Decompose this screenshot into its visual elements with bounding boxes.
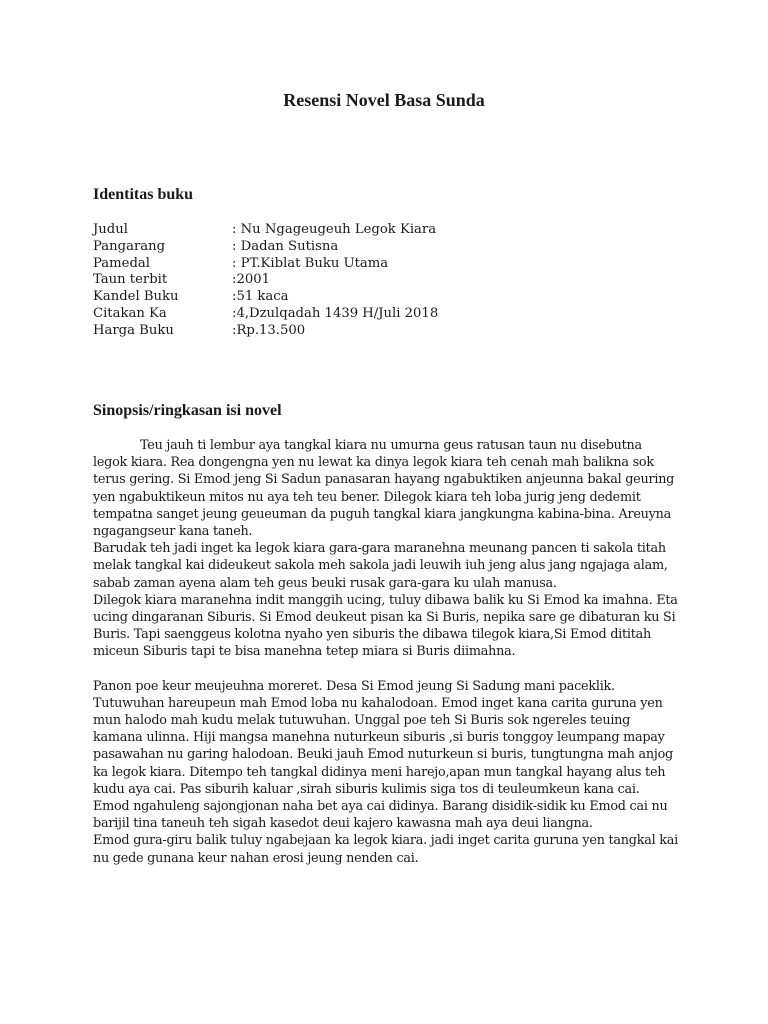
identity-value: : Dadan Sutisna <box>232 238 339 254</box>
synopsis-body <box>93 437 678 867</box>
identity-table <box>93 222 438 340</box>
synopsis-paragraph: Panon poe keur meujeuhna moreret. Desa Si Emod jeung Si Sadung mani paceklik. Tutuwuhan hareupeun mah Emod loba nu kahalodoan. Emod inget kana carita guruna yen mun halodo mah kudu melak tutuwuhan. Unggal poe teh Si Buris sok ngereles teuing kamana ulinna. Hiji mangsa manehna nuturkeun siburis ,si buris tonggoy leumpang mapay pasawahan nu garing halodoan. Beuki jauh Emod nuturkeun si buris, tungtungna mah anjog ka legok kiara. Ditempo teh tangkal didinya meni harejo,apan mun tangkal hayang alus teh kudu aya cai. Pas siburih kaluar ,sirah siburis kulimis siga tos di teuleumkeun kana cai. Emod ngahuleng sajongjonan naha bet aya cai didinya. Barang disidik-sidik ku Emod cai nu barijil tina taneuh teh sigah kasedot deui kajero kawasna mah aya deui liangna. <box>93 678 673 832</box>
identity-heading: Identitas buku <box>93 186 194 203</box>
identity-label: Judul <box>93 222 128 237</box>
identity-row <box>93 222 438 239</box>
identity-value: : PT.Kiblat Buku Utama <box>232 255 389 271</box>
identity-value: :Rp.13.500 <box>232 322 306 338</box>
synopsis-paragraph: Dilegok kiara maranehna indit manggih ucing, tuluy dibawa balik ku Si Emod ka imahna. Eta ucing dingaranan Siburis. Si Emod deukeut pisan ka Si Buris, nepika sare ge dibaturan ku Si Buris. Tapi saenggeus kolotna nyaho yen siburis the dibawa tilegok kiara,Si Emod dititah miceun Siburis tapi te bisa manehna tetep miara si Buris diimahna. <box>93 592 678 660</box>
document-title: Resensi Novel Basa Sunda <box>283 90 485 110</box>
identity-value: :51 kaca <box>232 289 289 305</box>
identity-label: Taun terbit <box>93 272 168 288</box>
identity-row <box>93 272 438 289</box>
synopsis-heading: Sinopsis/ringkasan isi novel <box>93 402 282 419</box>
identity-value: :4,Dzulqadah 1439 H/Juli 2018 <box>232 305 439 321</box>
identity-row <box>93 239 438 256</box>
synopsis-paragraph: Teu jauh ti lembur aya tangkal kiara nu umurna geus ratusan taun nu disebutna legok kiara. Rea dongengna yen nu lewat ka dinya legok kiara teh cenah mah balikna sok terus gering. Si Emod jeng Si Sadun panasaran hayang ngabuktiken anjeunna bakal geuring yen ngabuktikeun mitos nu aya teh teu bener. Dilegok kiara teh loba jurig jeng dedemit tempatna sanget jeung geueuman da puguh tangkal kiara jangkungna kabina-bina. Areuyna ngagangseur kana taneh. <box>93 438 675 540</box>
identity-label: Citakan Ka <box>93 305 167 321</box>
identity-row <box>93 323 438 340</box>
synopsis-paragraph: Barudak teh jadi inget ka legok kiara gara-gara maranehna meunang pancen ti sakola titah melak tangkal kai dideukeut sakola meh sakola jadi leuwih iuh jeng alus jang ngajaga alam, sabab zaman ayena alam teh geus beuki rusak gara-gara ku ulah manusa. <box>93 541 668 591</box>
identity-label: Kandel Buku <box>93 289 179 305</box>
identity-value: : Nu Ngageugeuh Legok Kiara <box>232 222 437 237</box>
identity-label: Pangarang <box>93 238 166 254</box>
identity-value: :2001 <box>232 272 271 288</box>
identity-row <box>93 289 438 306</box>
identity-row <box>93 306 438 323</box>
synopsis-paragraph: Emod gura-giru balik tuluy ngabejaan ka legok kiara. jadi inget carita guruna yen tangkal kai nu gede gunana keur nahan erosi jeung nenden cai. <box>93 833 678 866</box>
identity-label: Harga Buku <box>93 322 174 338</box>
identity-row <box>93 256 438 273</box>
identity-label: Pamedal <box>93 255 150 271</box>
